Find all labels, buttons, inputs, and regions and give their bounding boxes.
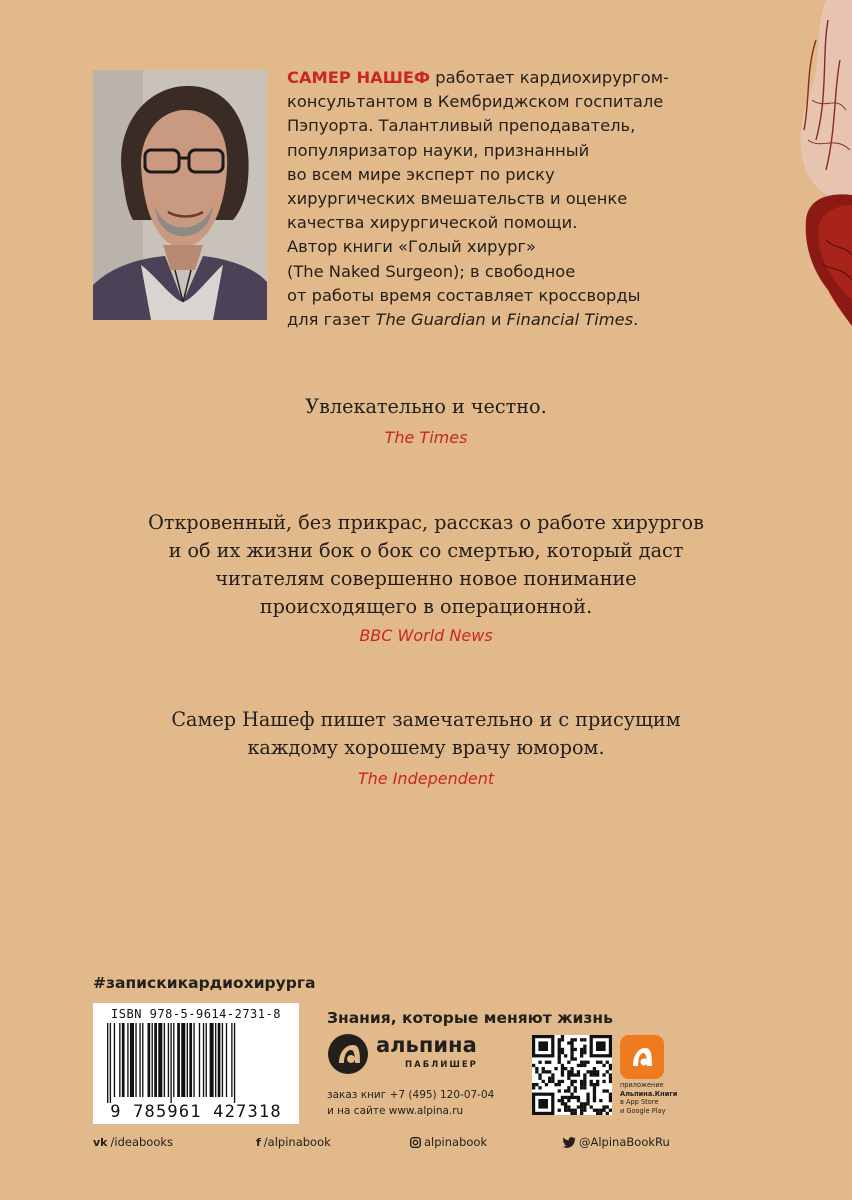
alpina-books-app-icon[interactable] xyxy=(620,1035,664,1079)
hashtag: #запискикардиохирурга xyxy=(93,974,316,992)
review-quote-2: Откровенный, без прикрас, рассказ о работе хирургов и об их жизни бок о бок со смертью, который даст читателям совершенно новое понимание происходящего в операционной. xyxy=(148,511,704,618)
publisher-subname: ПАБЛИШЕР xyxy=(405,1060,478,1070)
heart-illustration xyxy=(756,0,852,330)
publisher-tagline: Знания, которые меняют жизнь xyxy=(327,1009,613,1027)
social-vk[interactable]: vk /ideabooks xyxy=(93,1135,174,1149)
app-store-text: приложение Альпина.Книги в App Store и Google Play xyxy=(620,1081,678,1115)
qr-code[interactable] xyxy=(532,1035,612,1115)
order-info: заказ книг +7 (495) 120-07-04 и на сайте www.alpina.ru xyxy=(327,1089,495,1117)
publisher-name: альпина xyxy=(376,1033,477,1057)
social-twitter[interactable]: @AlpinaBookRu xyxy=(563,1134,670,1150)
review-source-1: The Times xyxy=(384,428,468,447)
isbn-digits: 9 785961 427318 xyxy=(110,1102,282,1122)
author-bio: САМЕР НАШЕФ работает кардиохирургом- консультантом в Кембриджском госпитале Пэпуорта. Талантливый преподаватель, популяризатор науки, признанный во всем мире эксперт по риску хирургических вмешательств и оценке качества хирургической помощи. Автор книги «Голый хирург» (The Naked Surgeon); в свободное от работы время составляет кроссворды для газет The Guardian и Financial Times. xyxy=(287,68,669,330)
review-quote-1: Увлекательно и честно. xyxy=(305,395,547,418)
barcode-bars xyxy=(107,1023,287,1103)
social-instagram[interactable]: alpinabook xyxy=(410,1134,487,1150)
review-source-2: BBC World News xyxy=(359,626,493,645)
author-name: САМЕР НАШЕФ xyxy=(287,68,431,87)
vk-icon: vk xyxy=(93,1135,108,1149)
instagram-icon xyxy=(410,1137,421,1148)
alpina-logo-icon xyxy=(327,1033,369,1075)
isbn-barcode xyxy=(93,1003,299,1124)
isbn-label: ISBN 978-5-9614-2731-8 xyxy=(111,1007,281,1021)
social-facebook[interactable]: f /alpinabook xyxy=(256,1135,331,1149)
twitter-icon xyxy=(563,1137,576,1148)
author-photo xyxy=(93,70,267,320)
review-quote-3: Самер Нашеф пишет замечательно и с присущим каждому хорошему врачу юмором. xyxy=(171,708,681,759)
facebook-icon: f xyxy=(256,1135,261,1149)
review-source-3: The Independent xyxy=(357,769,495,788)
